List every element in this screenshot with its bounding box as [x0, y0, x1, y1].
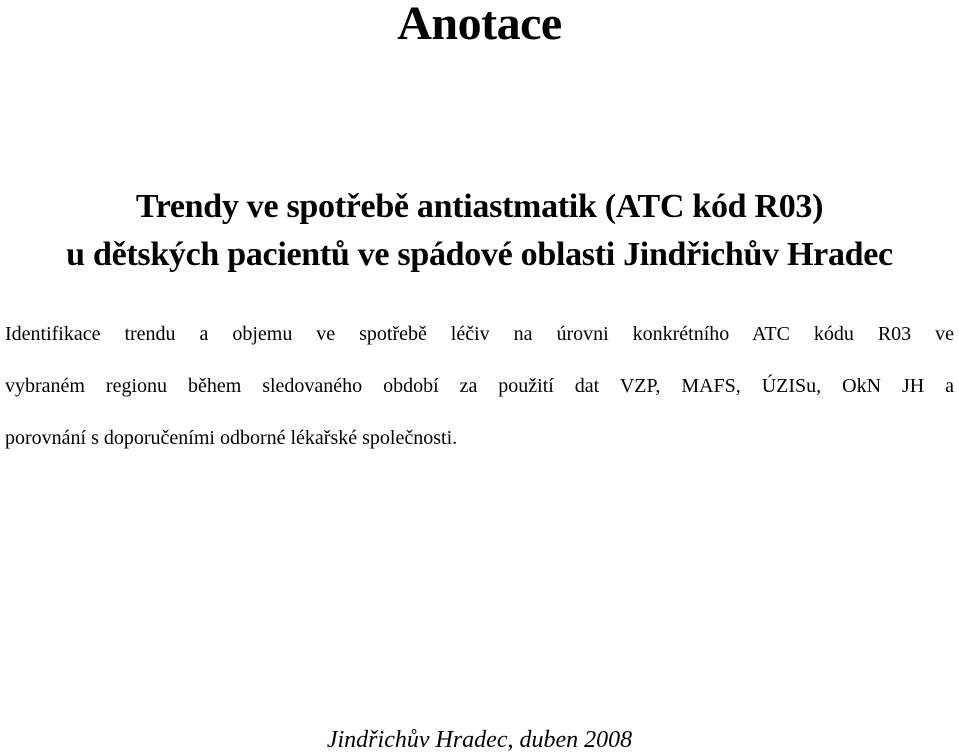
- place-and-date: Jindřichův Hradec, duben 2008: [326, 727, 633, 753]
- abstract-line-1: Identifikace trendu a objemu ve spotřebě léčiv na úrovni konkrétního ATC kódu R03 ve: [5, 323, 954, 345]
- title-line-2: u dětských pacientů ve spádové oblasti Jindřichův Hradec: [66, 236, 893, 273]
- abstract-line-3: porovnání s doporučeními odborné lékařské společnosti.: [5, 427, 458, 449]
- title-line-1: Trendy ve spotřebě antiastmatik (ATC kód R03): [135, 188, 824, 225]
- page-heading: Anotace: [397, 0, 562, 50]
- abstract-line-2: vybraném regionu během sledovaného období za použití dat VZP, MAFS, ÚZISu, OkN JH a: [5, 375, 954, 397]
